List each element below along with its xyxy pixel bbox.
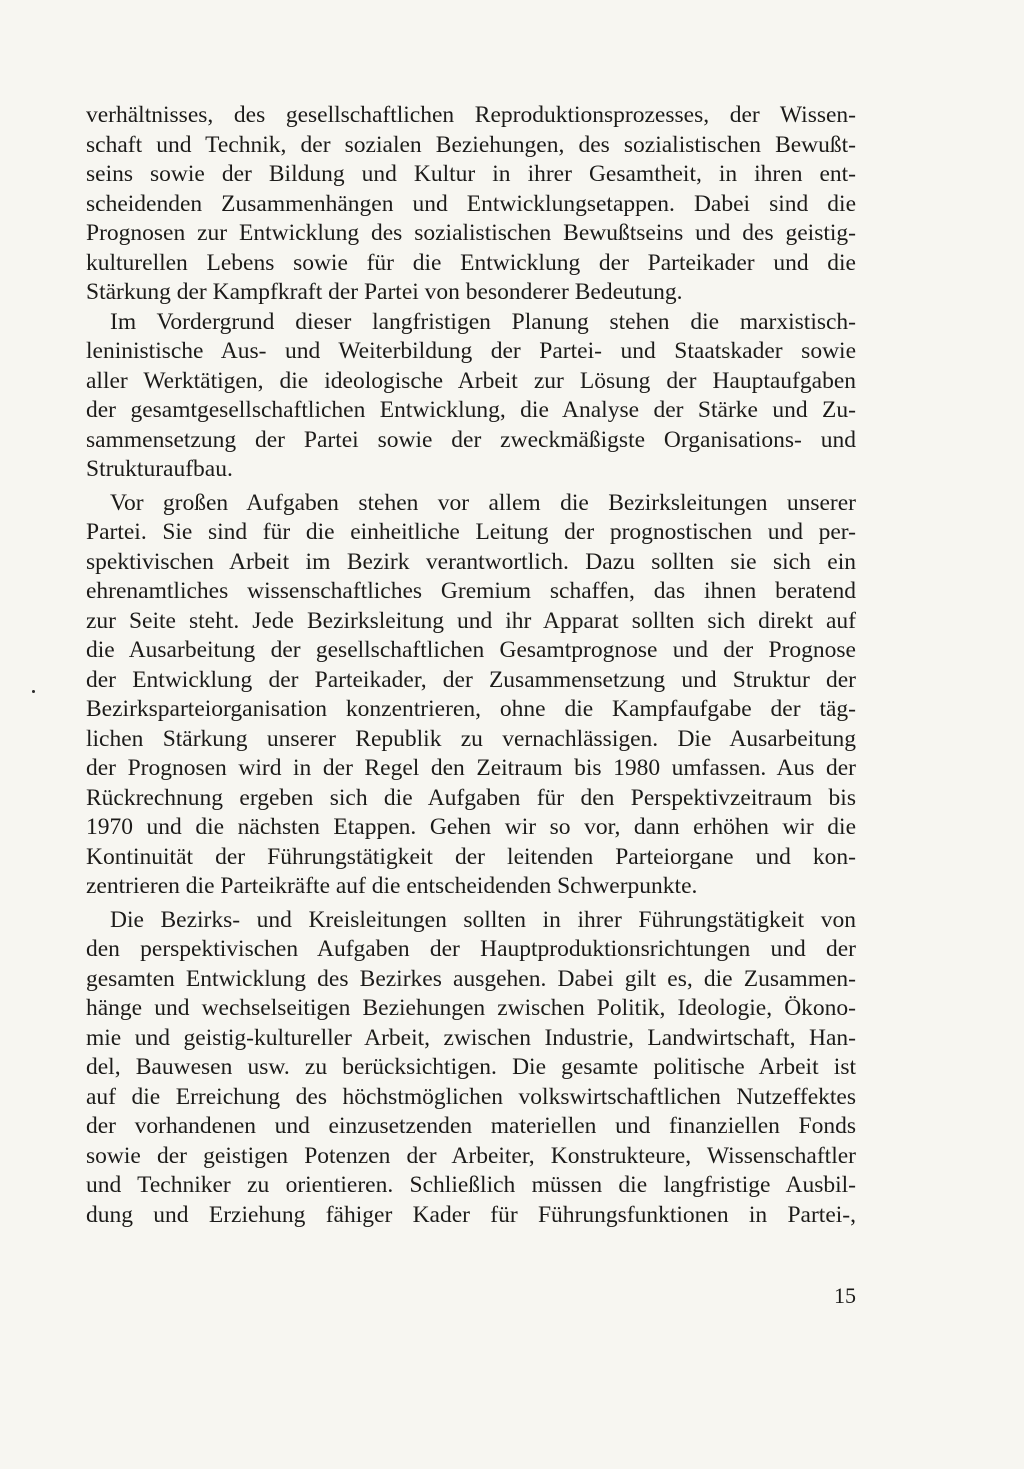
text-line: gesamten Entwicklung des Bezirkes ausgehen. Dabei gilt es, die Zusammen- — [86, 965, 856, 992]
text-line: mie und geistig-kultureller Arbeit, zwischen Industrie, Landwirtschaft, Han- — [86, 1024, 856, 1051]
paragraph — [86, 489, 856, 902]
text-line: zur Seite steht. Jede Bezirksleitung und ihr Apparat sollten sich direkt auf — [86, 607, 856, 634]
text-line: den perspektivischen Aufgaben der Hauptproduktionsrichtungen und der — [86, 936, 856, 962]
text-line: der Prognosen wird in der Regel den Zeitraum bis 1980 umfassen. Aus der — [86, 755, 856, 781]
text-line: spektivischen Arbeit im Bezirk verantwortlich. Dazu sollten sie sich ein — [86, 548, 856, 575]
text-line: scheidenden Zusammenhängen und Entwicklungsetappen. Dabei sind die — [86, 190, 856, 217]
text-line: Prognosen zur Entwicklung des sozialistischen Bewußtseins und des geistig- — [86, 220, 856, 246]
page-number: 15 — [834, 1283, 856, 1308]
text-line: sammensetzung der Partei sowie der zweckmäßigste Organisations- und — [86, 426, 856, 453]
text-line: hänge und wechselseitigen Beziehungen zwischen Politik, Ideologie, Ökono- — [86, 995, 856, 1021]
paragraph — [86, 308, 856, 485]
text-line: Vor großen Aufgaben stehen vor allem die Bezirksleitungen unserer — [110, 489, 856, 516]
text-line: lichen Stärkung unserer Republik zu vernachlässigen. Die Ausarbeitung — [86, 725, 856, 752]
text-line: Im Vordergrund dieser langfristigen Planung stehen die marxistisch- — [110, 308, 856, 335]
paragraph — [86, 101, 856, 308]
print-speck — [32, 690, 35, 693]
text-line: Bezirksparteiorganisation konzentrieren, ohne die Kampfaufgabe der täg- — [86, 696, 856, 722]
text-line: schaft und Technik, der sozialen Beziehungen, des sozialistischen Bewußt- — [86, 131, 856, 158]
text-line: der vorhandenen und einzusetzenden materiellen und finanziellen Fonds — [86, 1113, 856, 1139]
paragraph — [86, 906, 856, 1231]
text-line: Stärkung der Kampfkraft der Partei von besonderer Bedeutung. — [86, 279, 683, 305]
text-line: Rückrechnung ergeben sich die Aufgaben für den Perspektivzeitraum bis — [86, 784, 856, 811]
text-line: Strukturaufbau. — [86, 456, 233, 482]
text-line: verhältnisses, des gesellschaftlichen Reproduktionsprozesses, der Wissen- — [86, 102, 856, 128]
text-line: und Techniker zu orientieren. Schließlich müssen die langfristige Ausbil- — [86, 1172, 856, 1198]
text-line: kulturellen Lebens sowie für die Entwicklung der Parteikader und die — [86, 249, 856, 276]
text-line: auf die Erreichung des höchstmöglichen volkswirtschaftlichen Nutzeffektes — [86, 1083, 856, 1110]
body-text — [86, 101, 856, 1230]
text-line: die Ausarbeitung der gesellschaftlichen Gesamtprognose und der Prognose — [86, 637, 856, 663]
text-line: Partei. Sie sind für die einheitliche Leitung der prognostischen und per- — [86, 519, 856, 545]
text-line: Die Bezirks- und Kreisleitungen sollten in ihrer Führungstätigkeit von — [110, 906, 856, 933]
text-line: der Entwicklung der Parteikader, der Zusammensetzung und Struktur der — [86, 666, 856, 693]
text-line: leninistische Aus- und Weiterbildung der Partei- und Staatskader sowie — [86, 338, 856, 364]
text-line: aller Werktätigen, die ideologische Arbeit zur Lösung der Hauptaufgaben — [86, 367, 856, 394]
text-line: zentrieren die Parteikräfte auf die entscheidenden Schwerpunkte. — [86, 873, 698, 899]
text-line: der gesamtgesellschaftlichen Entwicklung, die Analyse der Stärke und Zu- — [86, 397, 856, 423]
text-line: Kontinuität der Führungstätigkeit der leitenden Parteiorgane und kon- — [86, 843, 856, 870]
text-line: sowie der geistigen Potenzen der Arbeiter, Konstrukteure, Wissenschaftler — [86, 1142, 856, 1169]
text-line: 1970 und die nächsten Etappen. Gehen wir so vor, dann erhöhen wir die — [86, 814, 856, 840]
text-line: dung und Erziehung fähiger Kader für Führungsfunktionen in Partei-, — [86, 1201, 856, 1228]
text-line: del, Bauwesen usw. zu berücksichtigen. Die gesamte politische Arbeit ist — [86, 1054, 856, 1080]
text-line: seins sowie der Bildung und Kultur in ihrer Gesamtheit, in ihren ent- — [86, 161, 856, 187]
text-line: ehrenamtliches wissenschaftliches Gremium schaffen, das ihnen beratend — [86, 578, 856, 604]
